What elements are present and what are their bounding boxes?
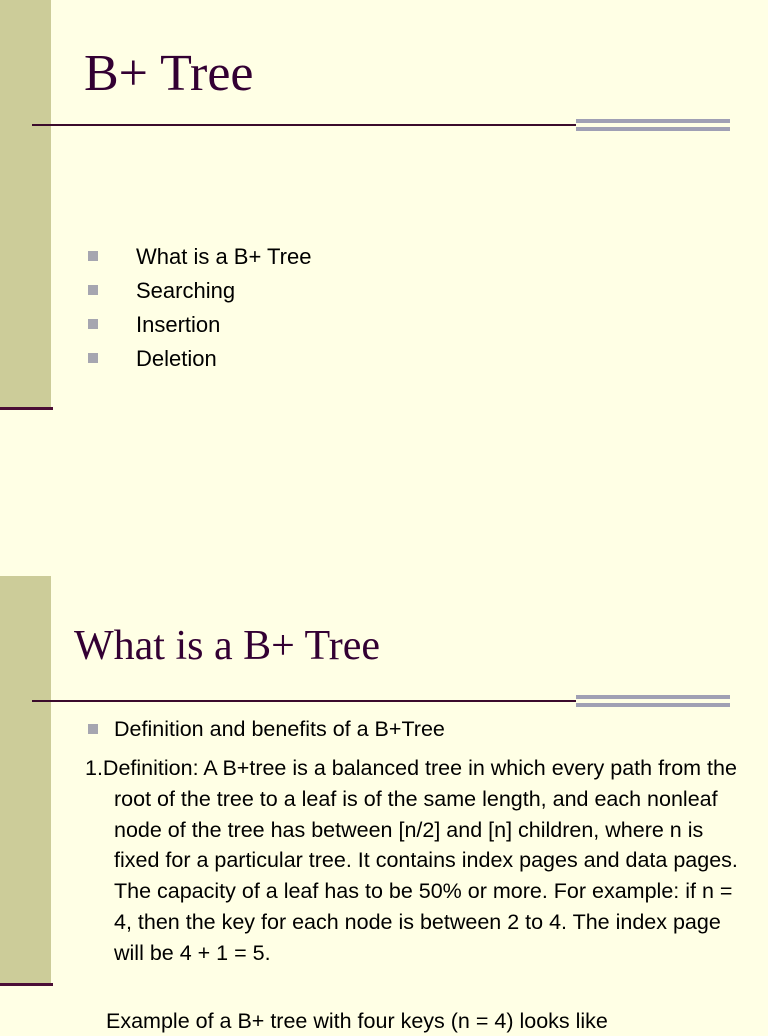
- square-bullet-icon: [88, 251, 98, 261]
- title-rule-accent: [576, 695, 730, 707]
- definition-paragraph: 1.Definition: A B+tree is a balanced tree in which every path from the root of the tree to a leaf is of the same length, and each nonleaf node of the tree has between [n/2] and [n] children, where n is fixed for a particular tree. It contains index pages and data pages. The capacity of a leaf has to be 50% or more. For example: if n = 4, then the key for each node is between 2 to 4. The index page will be 4 + 1 = 5.: [85, 756, 738, 965]
- list-item: [86, 240, 311, 274]
- sidebar-tick: [0, 983, 53, 986]
- sidebar-tick: [0, 407, 53, 410]
- square-bullet-icon: [88, 319, 98, 329]
- slide-title: B+ Tree: [84, 45, 254, 102]
- agenda-list: [86, 240, 311, 376]
- sidebar-decoration: [0, 576, 51, 984]
- list-item: [86, 274, 311, 308]
- sidebar-decoration: [0, 0, 51, 408]
- list-item-label: Deletion: [136, 346, 217, 371]
- list-item-label: Searching: [136, 278, 236, 303]
- square-bullet-icon: [88, 353, 98, 363]
- list-item: [87, 714, 445, 744]
- title-rule-accent: [576, 119, 730, 131]
- slide-gap: [0, 432, 768, 576]
- list-item: [86, 342, 311, 376]
- list-item: [86, 308, 311, 342]
- slide-1: [0, 0, 768, 432]
- slide-title: What is a B+ Tree: [74, 623, 380, 669]
- example-paragraph: Example of a B+ tree with four keys (n = 4) looks like: [106, 1009, 608, 1033]
- list-item-label: Definition and benefits of a B+Tree: [114, 717, 445, 741]
- square-bullet-icon: [88, 285, 98, 295]
- definition-list: [87, 714, 445, 744]
- list-item-label: What is a B+ Tree: [136, 244, 312, 269]
- list-item-label: Insertion: [136, 312, 221, 337]
- square-bullet-icon: [88, 724, 98, 734]
